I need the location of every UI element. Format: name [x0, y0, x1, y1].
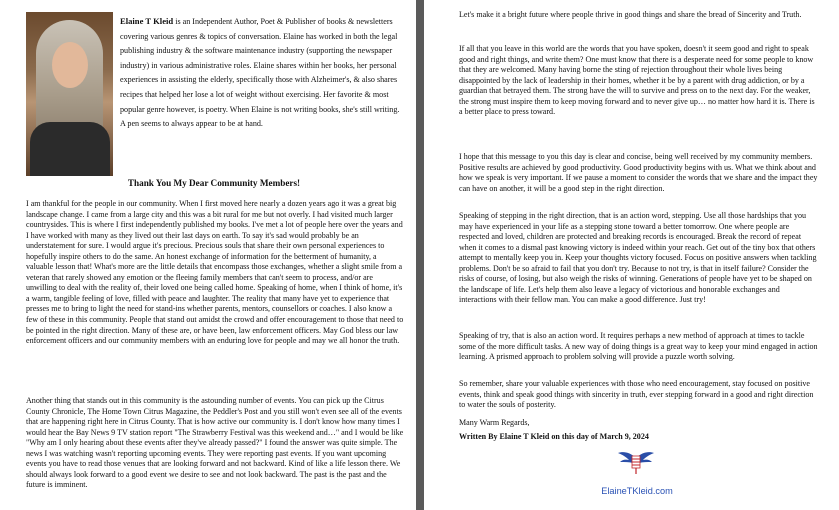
- left-page: [0, 0, 416, 510]
- author-bio: [120, 14, 402, 132]
- winged-flag-logo-icon: [617, 448, 655, 476]
- closing: Many Warm Regards,: [459, 418, 530, 427]
- paragraph: So remember, share your valuable experiences with those who need encouragement, stay focused on positive events, think and speak good things with sincerity in truth, ever stepping forward in a good and right direction to water the souls of posterity.: [459, 379, 814, 410]
- paragraph: Speaking of stepping in the right direction, that is an action word, stepping. Use all those hardships that you may have experienced in your life as a stepping stone toward a better tomorrow. One where people are respected and loved, children are protected and breaking records is encouraged. Break the record of repeat when it comes to a dismal past knowing victory is indeed within your reach. Get out of the tiny box that others attempt to mentally keep you in. Keep your thoughts victory focused. Focus on positive answers when tackling problems. Don't be so afraid to fail that you don't try. Because to not try, is that in itself failure? Consider the risks of course, of losing, but also weigh the risks of winning. Generations of people have yet to be shaped on the landscape of life. Let's help them also leave a legacy of victorious and honorable exchanges and interactions with their fellow man. You can make a good difference. Just try!: [459, 211, 817, 305]
- article-heading: Thank You My Dear Community Members!: [127, 178, 301, 188]
- signature: Written By Elaine T Kleid on this day of March 9, 2024: [459, 432, 649, 441]
- paragraph: Another thing that stands out in this community is the astounding number of events. You can pick up the Citrus County Chronicle, The Home Town Citrus Magazine, the Peddler's Post and you still won't even see all of the events that are happening right here in Citrus County. That is how active our community is. I don't know how many times I would hear the Bay News 9 TV station report "The Strawberry Festival was this weekend and…" and I would be like "Why am I only hearing about these events after they've already passed?" I found the answer was quite simple. The news I was watching wasn't reporting upcoming events. They were reporting past events. If you want upcoming events you have to read those venues that are looking forward and not backward. Kind of like a life lesson there. We should always look forward to a good event we desire to see and not look backward. The past is the past and the future is imminent.: [26, 396, 404, 490]
- author-portrait-icon: [26, 12, 113, 176]
- right-page: [424, 0, 839, 510]
- paragraph: Speaking of try, that is also an action word. It requires perhaps a new method of approach at times to tackle some of the more difficult tasks. A new way of doing things is a great way to keep your mind engaged in action learning. A prismed approach to problem solving will provide a puzzle worth solving.: [459, 331, 818, 362]
- author-bio-text: is an Independent Author, Poet & Publisher of books & newsletters covering various genres & topics of conversation. Elaine has worked in both the legal publishing industry & the software maintenance industry (supporting the newspaper industry) in various administrative roles. Elaine shares within her books, her personal experiences in assisting the elderly, specifically those with Alzheimer's, & also shares recipes that helped her lose a lot of weight without exercising. Her favorite & most popular genre however, is poetry. When Elaine is not writing books, she's still writing. A pen seems to always appear to be at hand.: [120, 17, 400, 129]
- paragraph: Let's make it a bright future where people thrive in good things and share the bread of Sincerity and Truth.: [459, 10, 802, 19]
- author-name: Elaine T Kleid: [120, 16, 174, 26]
- paragraph: I hope that this message to you this day is clear and concise, being well received by my community members. Positive results are achieved by good productivity. Good productivity begins with us. What we think about and how we speak is very important. If we pause a moment to consider the words that we share and the impact they can have on another, it will be a good step in the right direction.: [459, 152, 818, 193]
- paragraph: If all that you leave in this world are the words that you have spoken, doesn't it seem good and right to speak good and right things, and write them? One must know that there is a desperate need for some people to know that they are welcomed. Many having borne the sting of rejection throughout their whole lives being disappointed by the lack of leadership in their homes, whether it be by a parent with drug addiction, or by a guardian that betrayed them. The strong have the will to survive and press on to the next day. For the weaker, the strong must inspire them to keep moving forward and to never give up… no matter how hard it is. There is a better place to press toward.: [459, 44, 815, 117]
- paragraph: I am thankful for the people in our community. When I first moved here nearly a dozen years ago it was a great big landscape change. I came from a large city and this was a bit rural for me but not overly. I had visited much larger countrysides. This is where I first independently published my books. I've met a lot of people here over the years and I have worked with many as they lived out their last days on earth. To say it's sad would probably be an understatement for sure. I would argue it's precious. Precious souls that share their own personal experiences to hopefully inspire others to do the same. An honest exchange of information for the betterment of humanity, a valuable lesson that! What's more are the little details that encompass those exchanges, whether a slight smile from a veteran that rarely showed any emotion or the fleeing family members that can't seem to process, and/or are unwilling to deal with the reality of, their loved one being called home. Speaking of home, when I think of home, it's a warm, tangible feeling of love, filled with peace and laughter. The reality that many have yet to experience that presses me to bring to light the need for stand-ins whether parents, mentors, counsellors or coaches. I also know a few of these in this community. People that stand out amidst the crowd and offer encouragement to those that need to be pointed in the right direction. Many of these are, or have been, law enforcement officers. May God bless our law enforcement officers and our community members with an enduring love for people and may we all honor the truth.: [26, 199, 404, 346]
- website-link[interactable]: ElaineTKleid.com: [601, 486, 673, 496]
